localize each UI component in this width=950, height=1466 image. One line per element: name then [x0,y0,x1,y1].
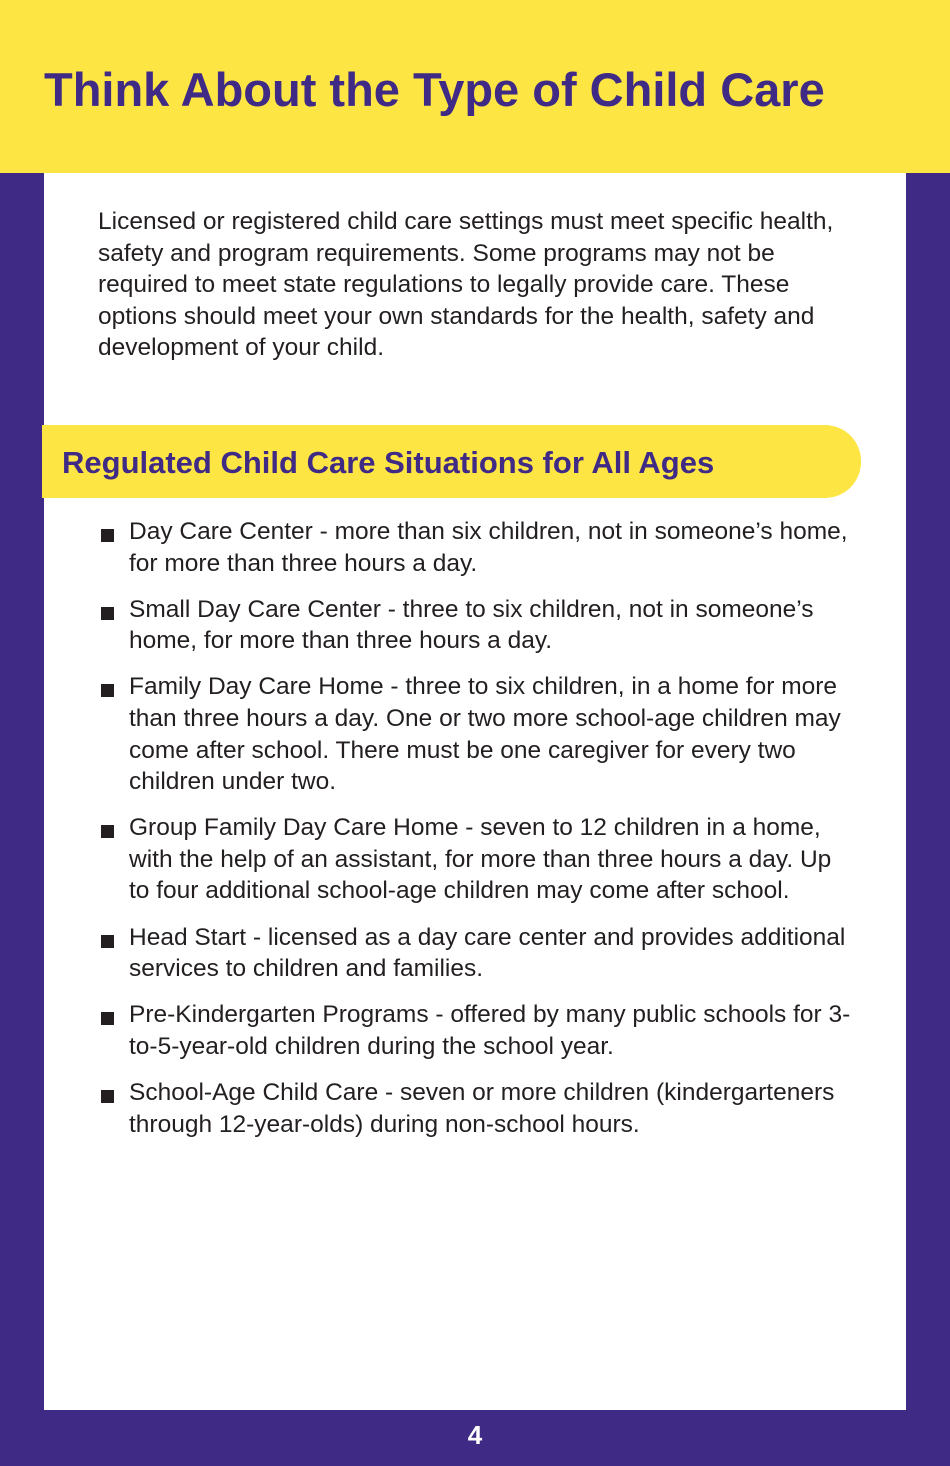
square-bullet-icon [101,1012,114,1025]
list-item [98,999,858,1062]
list-item-text: Pre-Kindergarten Programs - offered by many public schools for 3- to-5-year-old children during the school year. [129,1001,851,1060]
list-item-text: Small Day Care Center - three to six children, not in someone’s home, for more than three hours a day. [129,595,814,655]
square-bullet-icon [101,529,114,542]
list-item [98,594,858,657]
square-bullet-icon [101,935,114,948]
square-bullet-icon [101,1090,114,1103]
list-item-text: Group Family Day Care Home - seven to 12 children in a home, with the help of an assistant, for more than three hours a day. Up to four additional school-age children may come after school. [129,814,832,905]
square-bullet-icon [101,684,114,697]
square-bullet-icon [101,607,114,620]
list-item [98,516,858,579]
list-item-text: Head Start - licensed as a day care center and provides additional services to children and families. [129,923,846,983]
page-title: Think About the Type of Child Care [44,63,825,116]
care-types-list [98,516,858,1155]
intro-paragraph: Licensed or registered child care settings must meet specific health, safety and program requirements. Some programs may not be required to meet state regulations to legally provide care. These options should meet your own standards for the health, safety and development of your child. [98,208,834,362]
list-item [98,671,858,797]
square-bullet-icon [101,825,114,838]
list-item [98,1077,858,1140]
section-title: Regulated Child Care Situations for All Ages [62,445,715,480]
list-item-text: School-Age Child Care - seven or more children (kindergarteners through 12-year-olds) during non-school hours. [129,1078,835,1138]
list-item-text: Day Care Center - more than six children, not in someone’s home, for more than three hours a day. [129,518,848,577]
list-item-text: Family Day Care Home - three to six children, in a home for more than three hours a day. One or two more school-age children may come after school. There must be one caregiver for every two children under two. [129,673,841,796]
list-item [98,812,858,907]
page-number: 4 [467,1420,483,1450]
list-item [98,922,858,985]
